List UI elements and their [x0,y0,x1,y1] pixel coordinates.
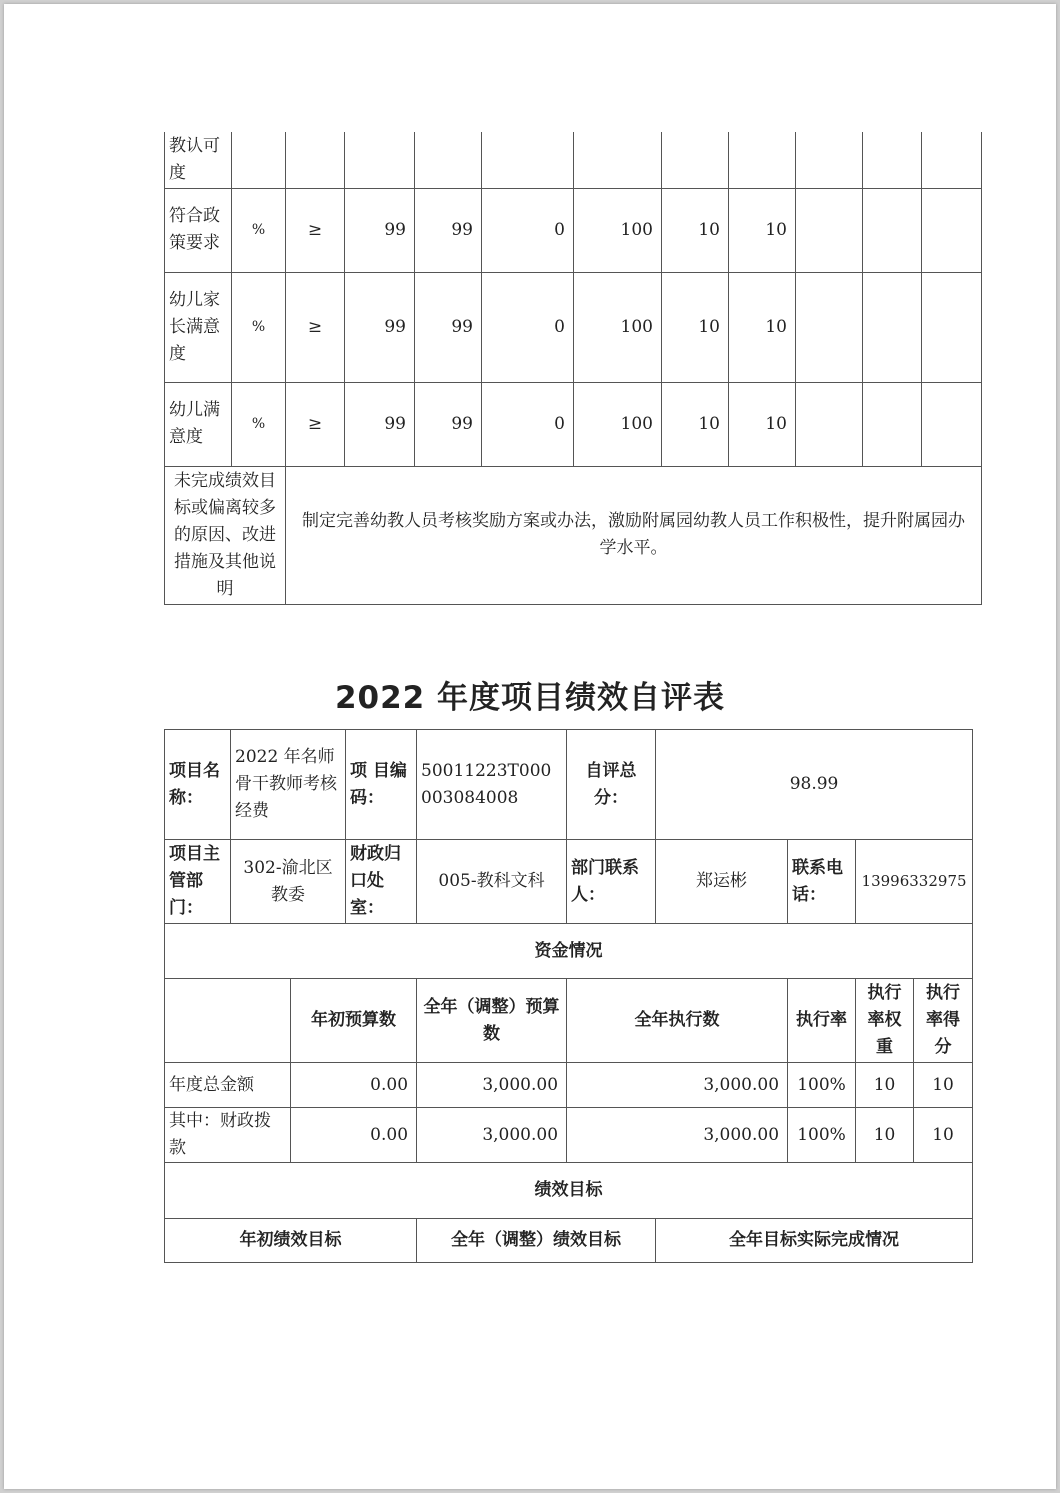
indicator-operator: ≥ [286,382,345,466]
indicator-score: 10 [729,272,796,382]
indicator-score: 10 [729,382,796,466]
indicator-unit: % [232,272,286,382]
project-name: 2022 年名师骨干教师考核经费 [231,730,346,840]
table-row [165,1063,973,1108]
indicator-unit [232,132,286,188]
indicator-deviation: 0 [482,382,574,466]
indicator-value [574,132,662,188]
indicator-operator [286,132,345,188]
project-name-label: 项目名称： [165,730,231,840]
contact-label: 部门联系人： [567,840,656,924]
finance-label: 财政归口处室： [346,840,417,924]
empty-cell [796,382,863,466]
empty-cell [796,132,863,188]
funds-adjusted: 3,000.00 [417,1108,567,1163]
funds-rate: 100% [788,1063,856,1108]
table-row [165,382,982,466]
funds-column-header-row [165,979,973,1063]
indicator-actual: 99 [415,272,482,382]
empty-cell [922,132,982,188]
perf-column-header-row [165,1219,973,1263]
funds-row-label: 其中：财政拨款 [165,1108,291,1163]
indicator-deviation [482,132,574,188]
indicator-name: 符合政策要求 [165,188,232,272]
table-row [165,132,982,188]
project-code-label: 项 目编码： [346,730,417,840]
perf-adjusted-target: 全年（调整）绩效目标 [417,1219,656,1263]
indicator-target: 99 [345,272,415,382]
indicator-value: 100 [574,188,662,272]
funds-score: 10 [914,1063,973,1108]
perf-header-row [165,1163,973,1219]
indicator-name: 幼儿家长满意度 [165,272,232,382]
indicator-deviation: 0 [482,188,574,272]
indicator-operator: ≥ [286,272,345,382]
funds-initial: 0.00 [291,1108,417,1163]
funds-rate: 100% [788,1108,856,1163]
empty-cell [922,382,982,466]
indicator-target: 99 [345,188,415,272]
col-execution-rate: 执行率 [788,979,856,1063]
empty-cell [922,188,982,272]
indicator-target: 99 [345,382,415,466]
funds-row-label: 年度总金额 [165,1063,291,1108]
indicator-weight: 10 [662,272,729,382]
empty-cell [863,382,922,466]
col-adjusted-budget: 全年（调整）预算数 [417,979,567,1063]
empty-cell [863,272,922,382]
funds-adjusted: 3,000.00 [417,1063,567,1108]
contact-value: 郑运彬 [656,840,788,924]
col-initial-budget: 年初预算数 [291,979,417,1063]
indicator-actual: 99 [415,382,482,466]
empty-cell [796,272,863,382]
indicator-name: 幼儿满意度 [165,382,232,466]
col-rate-weight: 执行率权重 [856,979,914,1063]
dept-value: 302-渝北区教委 [231,840,346,924]
indicator-value: 100 [574,272,662,382]
indicator-table [164,132,982,605]
reason-row [165,466,982,604]
indicator-weight [662,132,729,188]
funds-header: 资金情况 [165,924,973,979]
funds-weight: 10 [856,1108,914,1163]
perf-initial-target: 年初绩效目标 [165,1219,417,1263]
empty-cell [863,132,922,188]
col-rate-score: 执行率得分 [914,979,973,1063]
funds-score: 10 [914,1108,973,1163]
funds-executed: 3,000.00 [567,1063,788,1108]
funds-header-row [165,924,973,979]
self-score-label: 自评总分： [567,730,656,840]
funds-initial: 0.00 [291,1063,417,1108]
dept-label: 项目主管部门： [165,840,231,924]
empty-cell [922,272,982,382]
col-executed: 全年执行数 [567,979,788,1063]
indicator-deviation: 0 [482,272,574,382]
indicator-actual: 99 [415,188,482,272]
indicator-unit: % [232,188,286,272]
finance-value: 005-教科文科 [417,840,567,924]
form-title: 2022 年度项目绩效自评表 [334,680,726,716]
table-row [165,188,982,272]
funds-weight: 10 [856,1063,914,1108]
reason-text: 制定完善幼教人员考核奖励方案或办法，激励附属园幼教人员工作积极性，提升附属园办学水平。 [286,466,982,604]
empty-cell [796,188,863,272]
project-info-row [165,730,973,840]
project-form-table [164,729,973,1263]
document-page [4,4,1056,1489]
indicator-weight: 10 [662,188,729,272]
reason-label: 未完成绩效目标或偏离较多的原因、改进措施及其他说明 [165,466,286,604]
indicator-score [729,132,796,188]
table-row [165,272,982,382]
indicator-unit: % [232,382,286,466]
indicator-value: 100 [574,382,662,466]
indicator-score: 10 [729,188,796,272]
project-code: 50011223T000003084008 [417,730,567,840]
indicator-weight: 10 [662,382,729,466]
indicator-target [345,132,415,188]
perf-actual-completion: 全年目标实际完成情况 [656,1219,973,1263]
phone-label: 联系电话： [788,840,856,924]
indicator-name: 教认可度 [165,132,232,188]
empty-cell [863,188,922,272]
funds-executed: 3,000.00 [567,1108,788,1163]
phone-value: 13996332975 [856,840,973,924]
perf-header: 绩效目标 [165,1163,973,1219]
indicator-operator: ≥ [286,188,345,272]
indicator-actual [415,132,482,188]
self-score: 98.99 [656,730,973,840]
table-row [165,1108,973,1163]
department-row [165,840,973,924]
empty-cell [165,979,291,1063]
